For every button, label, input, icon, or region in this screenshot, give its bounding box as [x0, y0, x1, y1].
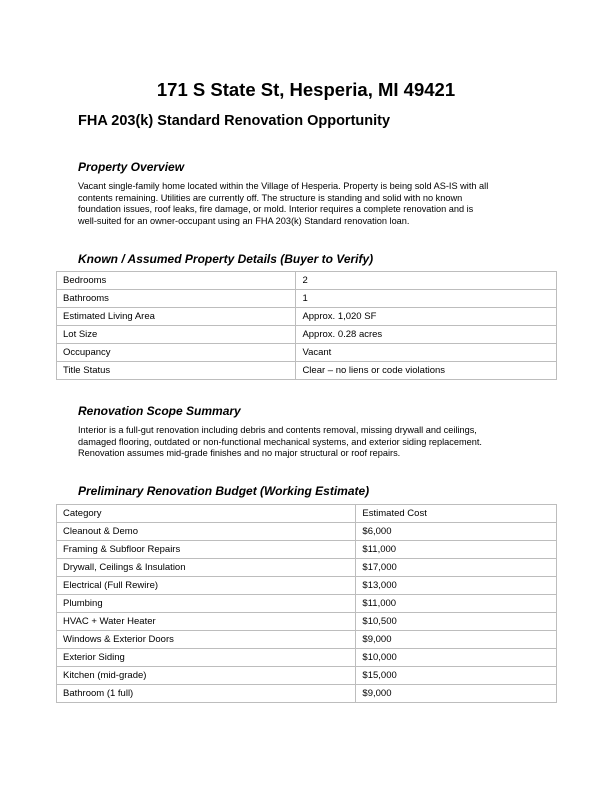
page-title: 171 S State St, Hesperia, MI 49421	[156, 79, 456, 100]
budget-cost: $11,000	[356, 595, 557, 613]
budget-cost: $9,000	[356, 631, 557, 649]
budget-cost: $6,000	[356, 523, 557, 541]
overview-heading: Property Overview	[78, 160, 185, 174]
detail-label: Estimated Living Area	[57, 308, 296, 326]
overview-line: well-suited for an owner-occupant using an FHA 203(k) Standard renovation loan.	[78, 216, 410, 227]
budget-cost: $13,000	[356, 577, 557, 595]
budget-category: Framing & Subfloor Repairs	[57, 541, 356, 559]
budget-cost: $15,000	[356, 667, 557, 685]
table-row	[57, 577, 557, 595]
scope-paragraph	[78, 425, 538, 460]
table-header-row	[57, 505, 557, 523]
scope-line: damaged flooring, outdated or non-functional mechanical systems, and exterior siding replacement.	[78, 436, 482, 447]
scope-line: Interior is a full-gut renovation including debris and contents removal, missing drywall and ceilings,	[78, 425, 477, 435]
budget-category: Windows & Exterior Doors	[57, 631, 356, 649]
detail-label: Bedrooms	[57, 272, 296, 290]
table-row	[57, 631, 557, 649]
detail-value: Approx. 0.28 acres	[296, 326, 557, 344]
scope-line: Renovation assumes mid-grade finishes and no major structural or roof repairs.	[78, 448, 401, 459]
budget-cost: $10,500	[356, 613, 557, 631]
category-column-header: Category	[57, 505, 356, 523]
budget-cost: $11,000	[356, 541, 557, 559]
table-row	[57, 595, 557, 613]
cost-column-header: Estimated Cost	[356, 505, 557, 523]
table-row	[57, 541, 557, 559]
table-row	[57, 344, 557, 362]
table-row	[57, 290, 557, 308]
detail-label: Title Status	[57, 362, 296, 380]
detail-label: Lot Size	[57, 326, 296, 344]
scope-heading: Renovation Scope Summary	[78, 404, 241, 418]
table-row	[57, 523, 557, 541]
details-heading: Known / Assumed Property Details (Buyer to Verify)	[78, 252, 374, 266]
overview-paragraph	[78, 181, 538, 228]
table-row	[57, 613, 557, 631]
detail-value: 1	[296, 290, 557, 308]
detail-label: Occupancy	[57, 344, 296, 362]
budget-category: Drywall, Ceilings & Insulation	[57, 559, 356, 577]
budget-category: Exterior Siding	[57, 649, 356, 667]
budget-cost: $9,000	[356, 685, 557, 703]
budget-heading: Preliminary Renovation Budget (Working Estimate)	[78, 484, 370, 498]
table-row	[57, 272, 557, 290]
overview-line: foundation issues, roof leaks, fire damage, or mold. Interior requires a complete renovation and is	[78, 204, 474, 215]
detail-value: Approx. 1,020 SF	[296, 308, 557, 326]
budget-category: Electrical (Full Rewire)	[57, 577, 356, 595]
budget-category: Bathroom (1 full)	[57, 685, 356, 703]
table-row	[57, 667, 557, 685]
detail-value: Vacant	[296, 344, 557, 362]
detail-value: Clear – no liens or code violations	[296, 362, 557, 380]
budget-table	[56, 504, 557, 703]
overview-line: contents remaining. Utilities are currently off. The structure is standing and solid with no known	[78, 192, 463, 203]
overview-line: Vacant single-family home located within the Village of Hesperia. Property is being sold AS-IS with all	[78, 181, 489, 191]
budget-cost: $10,000	[356, 649, 557, 667]
table-row	[57, 362, 557, 380]
budget-category: HVAC + Water Heater	[57, 613, 356, 631]
budget-category: Plumbing	[57, 595, 356, 613]
table-row	[57, 326, 557, 344]
detail-value: 2	[296, 272, 557, 290]
budget-category: Kitchen (mid-grade)	[57, 667, 356, 685]
table-row	[57, 685, 557, 703]
table-row	[57, 649, 557, 667]
budget-category: Cleanout & Demo	[57, 523, 356, 541]
budget-cost: $17,000	[356, 559, 557, 577]
detail-label: Bathrooms	[57, 290, 296, 308]
table-row	[57, 559, 557, 577]
page-subtitle: FHA 203(k) Standard Renovation Opportunity	[78, 113, 391, 129]
property-details-table	[56, 271, 557, 380]
table-row	[57, 308, 557, 326]
